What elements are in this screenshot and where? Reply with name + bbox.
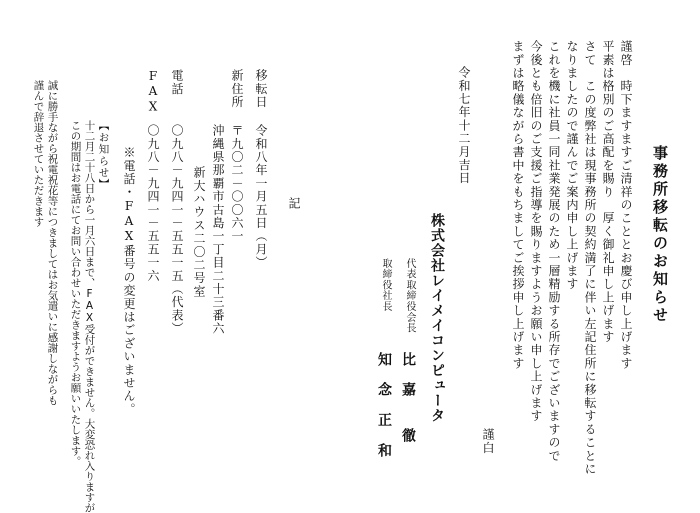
- detail-label: 新住所: [230, 69, 244, 109]
- signer-role: 取締役社長: [380, 258, 391, 312]
- greeting-line: なりましたので謹んでご案内申し上げます: [565, 40, 579, 291]
- signer-role: 代表取締役会長: [404, 258, 415, 334]
- closing-line: 誠に勝手ながら祝電祝花等につきましてはお気遣いに感謝しながらも: [46, 80, 59, 406]
- signer-name: 知 念 正 和: [376, 352, 392, 459]
- detail-note: ※電話・FAX番号の変更はございません。: [122, 146, 136, 416]
- notice-heading: 【お知らせ】: [97, 120, 110, 191]
- detail-value: 新大ハウス二〇二号室: [192, 166, 206, 298]
- detail-label: 移転日: [254, 69, 268, 109]
- issue-date: 令和七年十二月吉日: [457, 66, 471, 185]
- document-title: 事務所移転のお知らせ: [651, 145, 669, 325]
- greeting-line: さて この度弊社は現事務所の契約満了に伴い左記住所に移転することに: [583, 40, 597, 476]
- greeting-line: 平素は格別のご高配を賜り 厚く御礼申し上げます: [601, 40, 615, 344]
- detail-value: 沖縄県那覇市古島一丁目二十三番六: [211, 124, 225, 336]
- detail-value: 〒九〇二－〇〇六一: [230, 124, 244, 243]
- detail-label: FAX: [146, 69, 160, 115]
- greeting-line: これを機に社員一同社業発展のため一層精励する所存でございますので: [547, 40, 561, 463]
- notice-line: 十二月二十八日から一月六日まで、FAX受付ができません。大変恐れ入りますが: [83, 120, 96, 513]
- signer-name: 比 嘉 徹: [400, 352, 416, 444]
- greeting-line: まずは略儀ながら書中をもちましてご挨拶申し上げます: [511, 40, 525, 370]
- closing-line: 謹んで辞退させていただきます: [32, 80, 45, 227]
- closing-kinpaku: 謹白: [481, 428, 495, 455]
- detail-value: 〇九八－九四一－五五一六: [146, 124, 160, 283]
- company-name: 株式会社レイメイコンピュータ: [429, 213, 445, 423]
- detail-value: 令和八年一月五日（月）: [254, 124, 268, 270]
- detail-value: 〇九八－九四一－五五一五（代表）: [170, 124, 184, 336]
- greeting-line: 謹啓 時下ますますご清祥のこととお慶び申し上げます: [619, 40, 633, 370]
- notice-line: この期間はお電話にてお問い合わせいただきますようお願いいたします。: [69, 120, 82, 467]
- greeting-line: 今後とも倍旧のご支援ご指導を賜りますようお願い申し上げます: [529, 40, 543, 423]
- detail-label: 電話: [170, 69, 184, 96]
- ki-marker: 記: [287, 197, 301, 211]
